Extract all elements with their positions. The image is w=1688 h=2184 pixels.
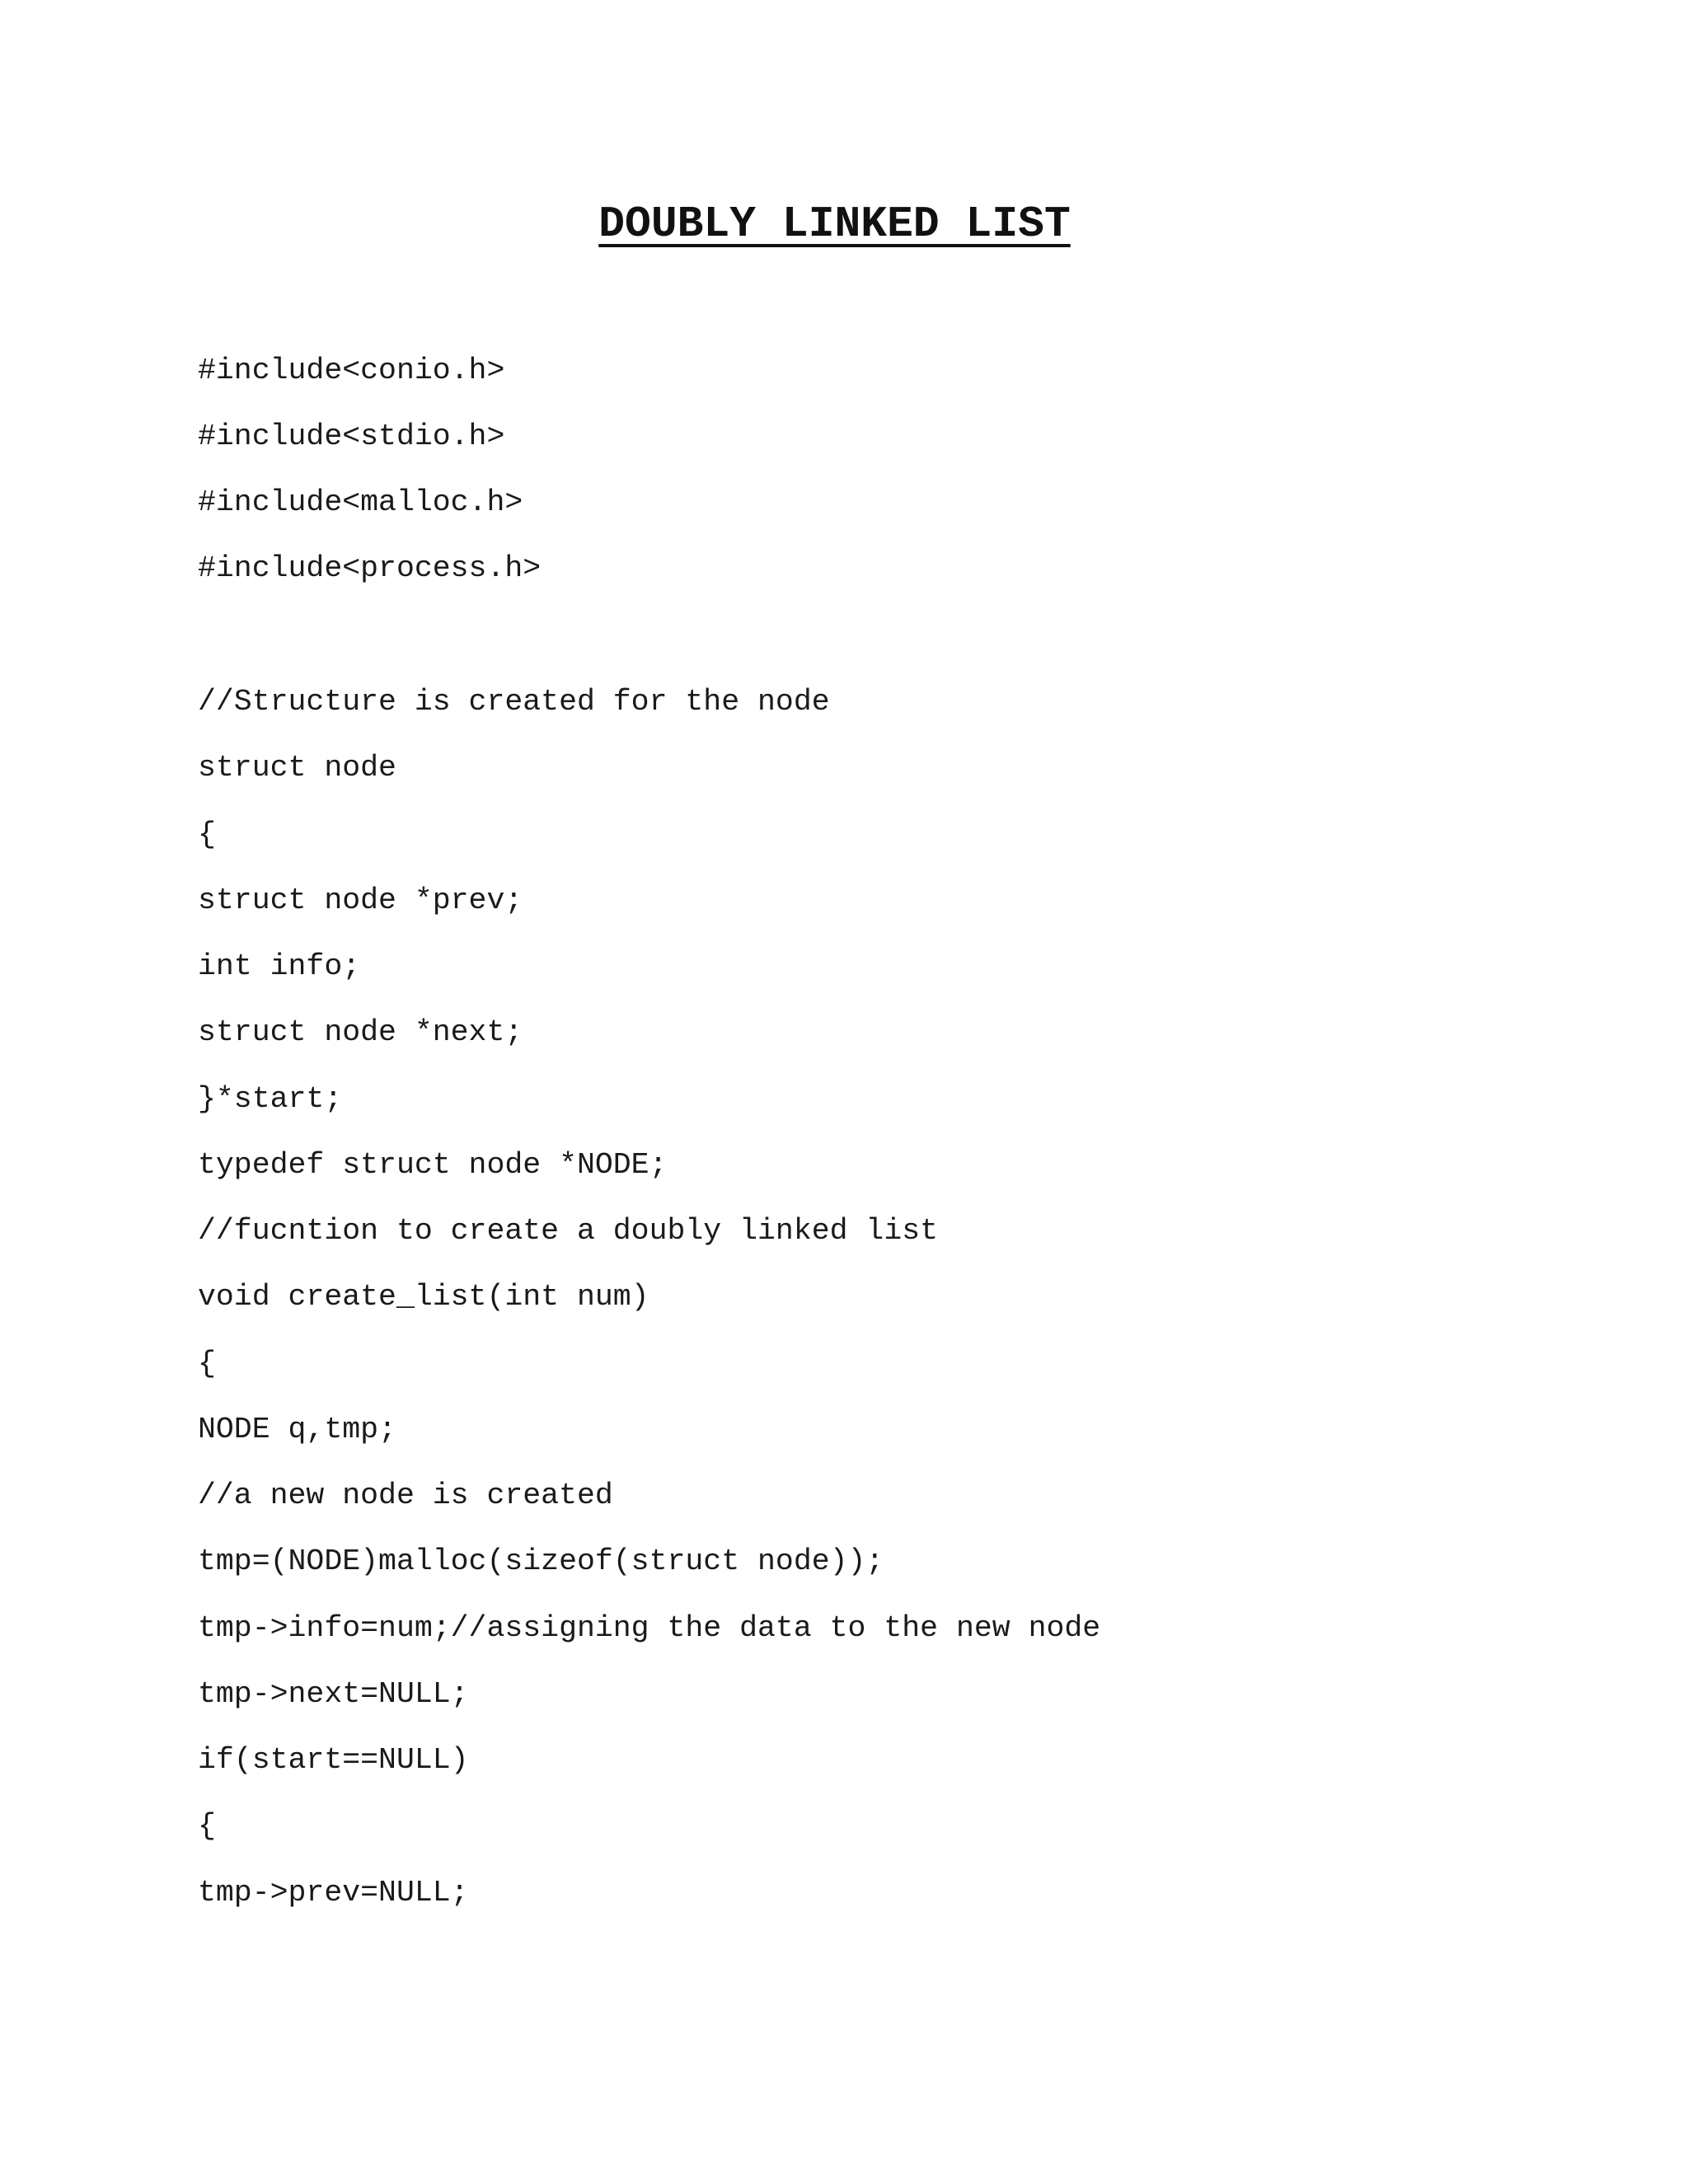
code-line: #include<process.h> [198,551,542,585]
code-line: if(start==NULL) [198,1743,469,1777]
code-line: #include<conio.h> [198,354,505,387]
code-line: //Structure is created for the node [198,685,830,719]
code-line: tmp->info=num;//assigning the data to the new node [198,1611,1101,1645]
code-line: struct node *next; [198,1015,523,1049]
code-line: //a new node is created [198,1479,613,1512]
code-line: typedef struct node *NODE; [198,1148,668,1182]
code-line: //fucntion to create a doubly linked list [198,1214,939,1248]
code-line: int info; [198,949,361,983]
code-line: tmp->prev=NULL; [198,1876,469,1910]
code-line: struct node *prev; [198,883,523,917]
code-line: void create_list(int num) [198,1280,649,1314]
code-line: { [198,1347,216,1380]
code-line: struct node [198,751,396,785]
code-line: tmp->next=NULL; [198,1677,469,1711]
code-line: { [198,1809,216,1843]
code-line: #include<malloc.h> [198,485,523,519]
code-line: { [198,818,216,851]
document-title: DOUBLY LINKED LIST [598,199,1071,249]
code-line: tmp=(NODE)malloc(sizeof(struct node)); [198,1544,884,1578]
code-line: #include<stdio.h> [198,419,505,453]
code-line: }*start; [198,1082,343,1116]
code-line: NODE q,tmp; [198,1413,396,1446]
